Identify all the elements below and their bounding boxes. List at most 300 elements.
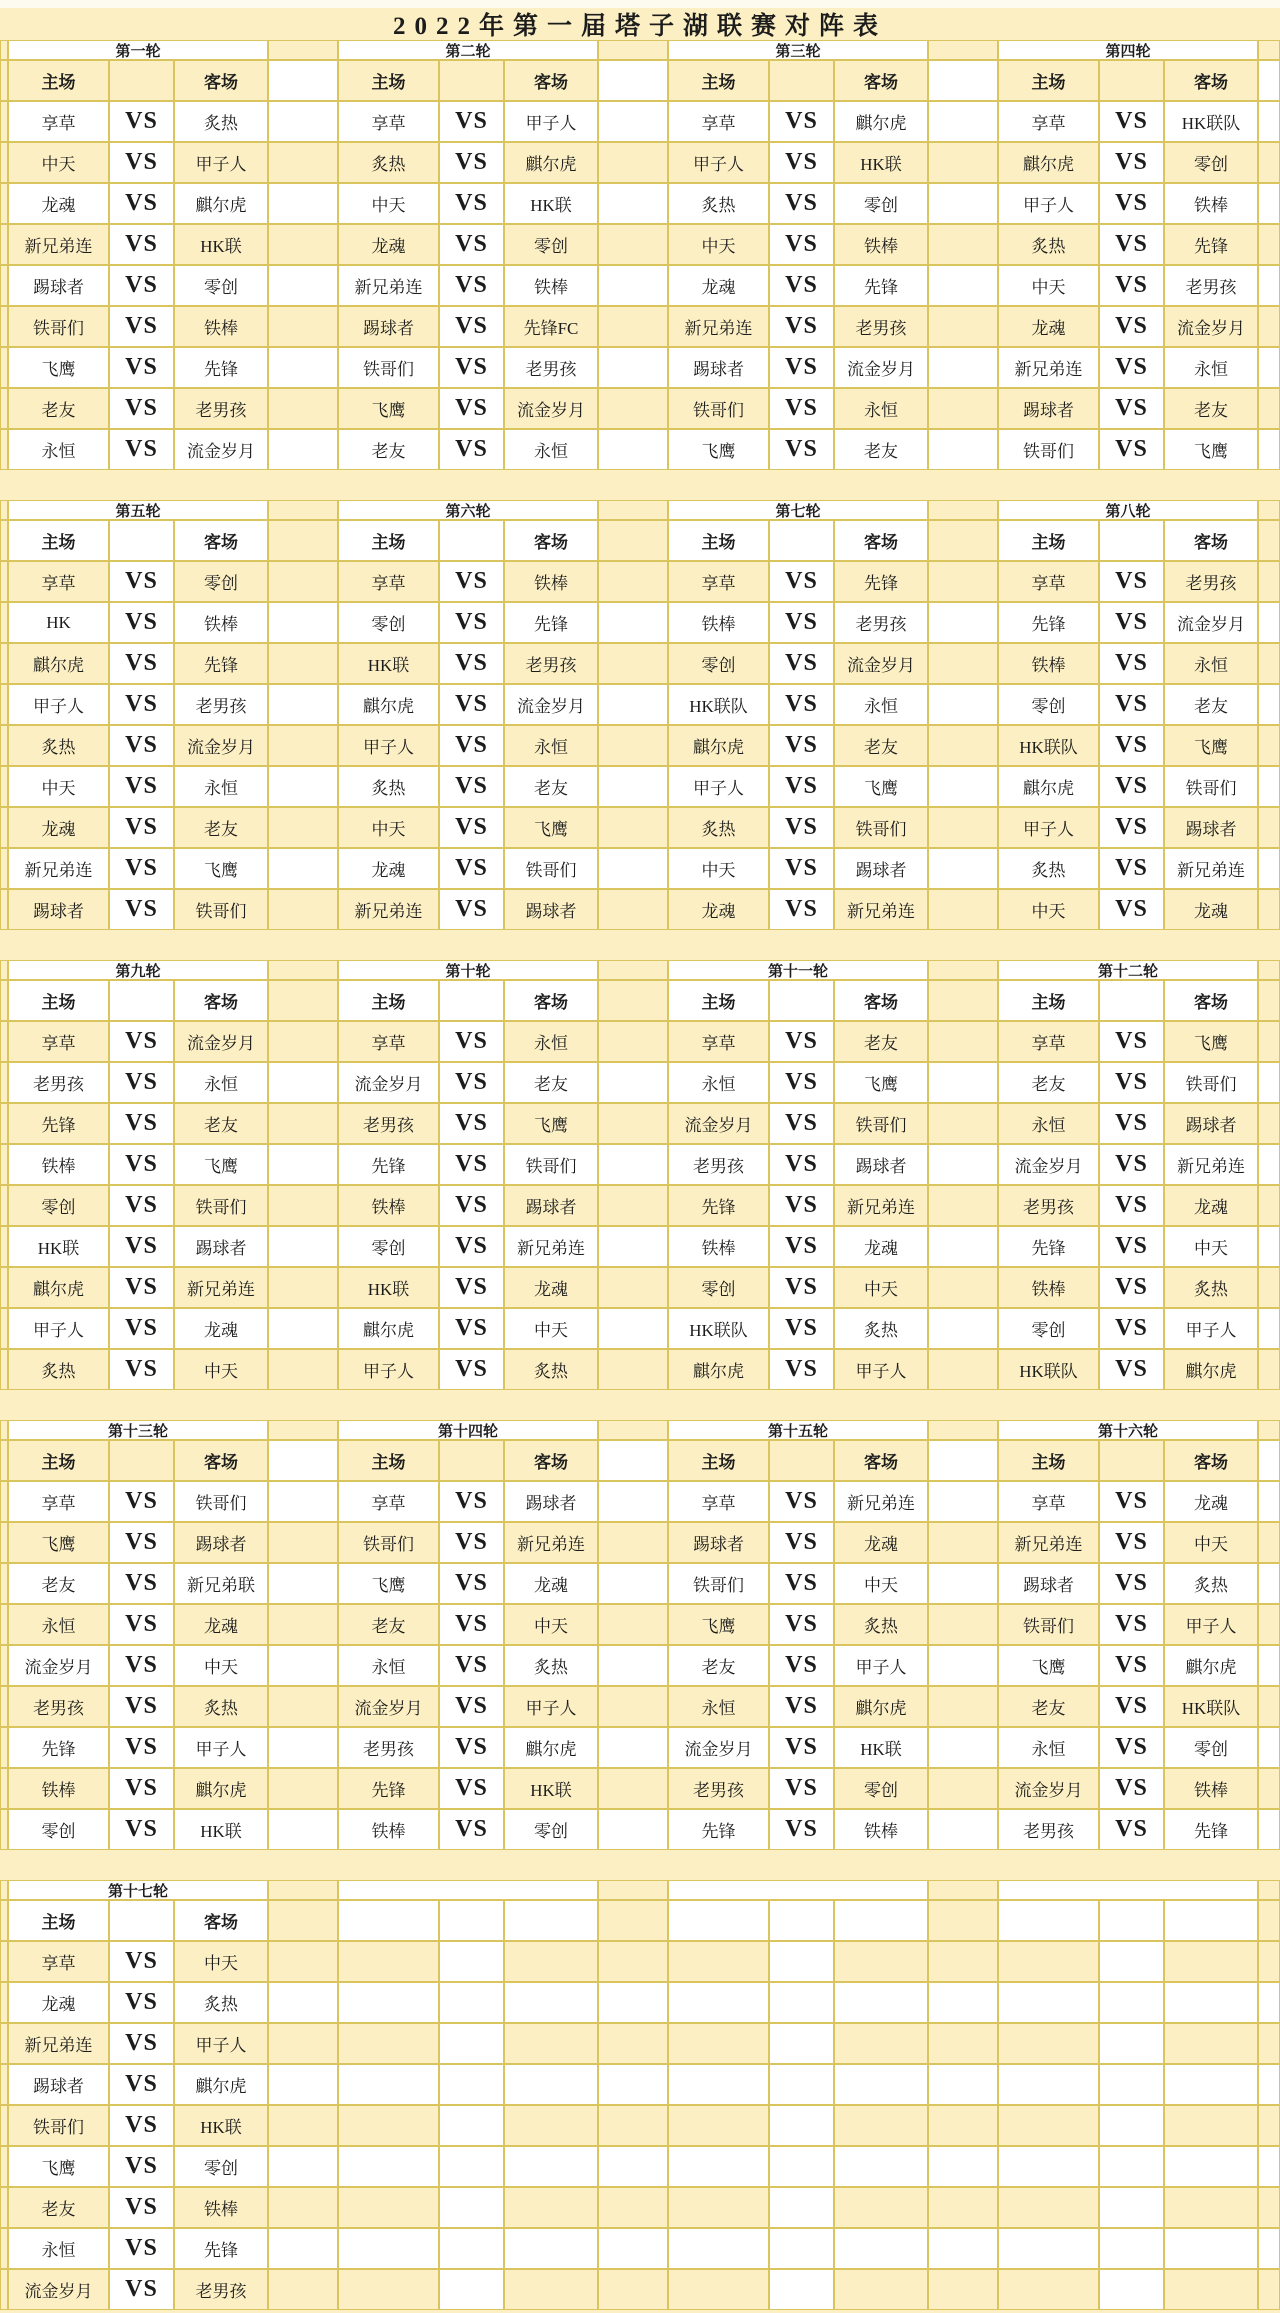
- away-team-cell: 麒尔虎: [1164, 1645, 1258, 1686]
- home-team-cell: 飞鹰: [8, 347, 109, 388]
- away-team-cell: [834, 1941, 928, 1982]
- home-header: 主场: [338, 1440, 439, 1481]
- vs-cell: VS: [109, 643, 174, 684]
- separator-cell: [928, 1982, 998, 2023]
- home-team-cell: 老男孩: [338, 1103, 439, 1144]
- edge-cell: [0, 1103, 8, 1144]
- home-team-cell: 老友: [8, 1563, 109, 1604]
- away-team-cell: 中天: [174, 1349, 268, 1390]
- away-team-cell: 新兄弟连: [504, 1226, 598, 1267]
- home-team-cell: 铁哥们: [998, 1604, 1099, 1645]
- edge-cell: [0, 980, 8, 1021]
- home-team-cell: 龙魂: [8, 807, 109, 848]
- separator-cell: [598, 960, 668, 980]
- home-team-cell: [998, 2064, 1099, 2105]
- round-title: [668, 1880, 928, 1900]
- vs-cell: VS: [769, 1021, 834, 1062]
- home-team-cell: 铁棒: [998, 643, 1099, 684]
- vs-cell: VS: [769, 602, 834, 643]
- home-team-cell: 铁哥们: [998, 429, 1099, 470]
- band-gap: [0, 1850, 1280, 1880]
- separator-cell: [268, 1768, 338, 1809]
- home-team-cell: 老男孩: [998, 1185, 1099, 1226]
- away-team-cell: 踢球者: [174, 1522, 268, 1563]
- away-team-cell: 龙魂: [504, 1267, 598, 1308]
- vs-cell: VS: [439, 1144, 504, 1185]
- away-team-cell: 先锋: [834, 561, 928, 602]
- separator-cell: [928, 725, 998, 766]
- header-spacer-cell: [1099, 980, 1164, 1021]
- vs-cell: VS: [769, 388, 834, 429]
- away-team-cell: 中天: [174, 1941, 268, 1982]
- home-team-cell: [668, 1941, 769, 1982]
- vs-cell: VS: [769, 848, 834, 889]
- away-header: 客场: [174, 980, 268, 1021]
- separator-cell: [268, 1185, 338, 1226]
- home-team-cell: 新兄弟连: [998, 1522, 1099, 1563]
- vs-cell: [1099, 2064, 1164, 2105]
- home-header: 主场: [338, 980, 439, 1021]
- separator-cell: [268, 1440, 338, 1481]
- away-team-cell: [1164, 1941, 1258, 1982]
- away-team-cell: 飞鹰: [1164, 725, 1258, 766]
- away-team-cell: 中天: [834, 1563, 928, 1604]
- round-title: 第十一轮: [668, 960, 928, 980]
- round-title: 第十三轮: [8, 1420, 268, 1440]
- separator-cell: [268, 224, 338, 265]
- home-team-cell: 龙魂: [338, 224, 439, 265]
- home-team-cell: HK联队: [998, 725, 1099, 766]
- separator-cell: [1258, 101, 1280, 142]
- home-team-cell: [338, 1941, 439, 1982]
- vs-cell: VS: [1099, 1349, 1164, 1390]
- vs-cell: VS: [769, 1226, 834, 1267]
- home-team-cell: 甲子人: [998, 807, 1099, 848]
- away-team-cell: HK联: [504, 1768, 598, 1809]
- separator-cell: [928, 766, 998, 807]
- vs-cell: VS: [769, 101, 834, 142]
- separator-cell: [928, 183, 998, 224]
- separator-cell: [268, 142, 338, 183]
- away-team-cell: 流金岁月: [834, 643, 928, 684]
- home-team-cell: 麒尔虎: [8, 643, 109, 684]
- separator-cell: [598, 388, 668, 429]
- edge-cell: [0, 1349, 8, 1390]
- away-team-cell: 龙魂: [1164, 889, 1258, 930]
- separator-cell: [268, 1021, 338, 1062]
- separator-cell: [598, 725, 668, 766]
- away-team-cell: 先锋: [174, 2228, 268, 2269]
- header-spacer-cell: [1099, 1900, 1164, 1941]
- vs-cell: VS: [1099, 347, 1164, 388]
- page-title: 2022年第一届塔子湖联赛对阵表: [0, 8, 1280, 40]
- away-team-cell: 新兄弟连: [1164, 1144, 1258, 1185]
- home-team-cell: [668, 2187, 769, 2228]
- home-team-cell: [668, 2228, 769, 2269]
- away-team-cell: 永恒: [1164, 347, 1258, 388]
- vs-cell: VS: [1099, 388, 1164, 429]
- edge-cell: [0, 684, 8, 725]
- separator-cell: [1258, 60, 1280, 101]
- away-header: 客场: [1164, 60, 1258, 101]
- separator-cell: [1258, 142, 1280, 183]
- separator-cell: [598, 142, 668, 183]
- away-team-cell: HK联: [174, 1809, 268, 1850]
- separator-cell: [928, 1185, 998, 1226]
- vs-cell: VS: [1099, 684, 1164, 725]
- separator-cell: [268, 306, 338, 347]
- separator-cell: [598, 1604, 668, 1645]
- away-team-cell: 老男孩: [504, 347, 598, 388]
- separator-cell: [268, 643, 338, 684]
- separator-cell: [268, 1267, 338, 1308]
- vs-cell: VS: [439, 889, 504, 930]
- away-team-cell: 流金岁月: [504, 684, 598, 725]
- away-team-cell: 永恒: [504, 429, 598, 470]
- away-team-cell: 踢球者: [834, 1144, 928, 1185]
- edge-cell: [0, 1440, 8, 1481]
- home-team-cell: 铁棒: [338, 1809, 439, 1850]
- vs-cell: VS: [769, 684, 834, 725]
- away-team-cell: 炙热: [834, 1604, 928, 1645]
- separator-cell: [928, 1226, 998, 1267]
- round-title: 第十轮: [338, 960, 598, 980]
- home-team-cell: 龙魂: [338, 848, 439, 889]
- home-team-cell: 永恒: [8, 429, 109, 470]
- away-team-cell: 老男孩: [1164, 265, 1258, 306]
- separator-cell: [598, 265, 668, 306]
- header-spacer-cell: [109, 1440, 174, 1481]
- away-team-cell: 老男孩: [1164, 561, 1258, 602]
- away-team-cell: HK联: [504, 183, 598, 224]
- vs-cell: VS: [439, 643, 504, 684]
- home-header: 主场: [8, 60, 109, 101]
- home-team-cell: 麒尔虎: [8, 1267, 109, 1308]
- separator-cell: [1258, 643, 1280, 684]
- away-team-cell: 新兄弟联: [174, 1563, 268, 1604]
- separator-cell: [598, 2269, 668, 2310]
- vs-cell: VS: [1099, 1308, 1164, 1349]
- separator-cell: [928, 60, 998, 101]
- round-title: 第七轮: [668, 500, 928, 520]
- home-team-cell: 铁哥们: [338, 1522, 439, 1563]
- separator-cell: [598, 1522, 668, 1563]
- away-team-cell: 麒尔虎: [1164, 1349, 1258, 1390]
- vs-cell: VS: [109, 725, 174, 766]
- home-team-cell: 永恒: [998, 1103, 1099, 1144]
- separator-cell: [928, 2187, 998, 2228]
- away-team-cell: [504, 1941, 598, 1982]
- separator-cell: [1258, 1941, 1280, 1982]
- separator-cell: [928, 1144, 998, 1185]
- vs-cell: VS: [439, 1226, 504, 1267]
- edge-cell: [0, 306, 8, 347]
- separator-cell: [598, 1349, 668, 1390]
- vs-cell: VS: [109, 1522, 174, 1563]
- edge-cell: [0, 1604, 8, 1645]
- away-team-cell: 龙魂: [1164, 1481, 1258, 1522]
- home-team-cell: 飞鹰: [668, 1604, 769, 1645]
- separator-cell: [598, 2105, 668, 2146]
- home-team-cell: 飞鹰: [8, 2146, 109, 2187]
- separator-cell: [268, 347, 338, 388]
- away-team-cell: 永恒: [834, 388, 928, 429]
- round-title: 第二轮: [338, 40, 598, 60]
- vs-cell: VS: [439, 1481, 504, 1522]
- separator-cell: [598, 1144, 668, 1185]
- edge-cell: [0, 2228, 8, 2269]
- vs-cell: VS: [109, 183, 174, 224]
- edge-cell: [0, 1062, 8, 1103]
- vs-cell: [439, 1982, 504, 2023]
- separator-cell: [928, 265, 998, 306]
- separator-cell: [928, 520, 998, 561]
- separator-cell: [1258, 500, 1280, 520]
- home-team-cell: HK: [8, 602, 109, 643]
- home-team-cell: 铁哥们: [668, 1563, 769, 1604]
- vs-cell: [769, 2064, 834, 2105]
- separator-cell: [928, 2064, 998, 2105]
- away-team-cell: 铁哥们: [834, 807, 928, 848]
- vs-cell: VS: [1099, 1768, 1164, 1809]
- away-team-cell: 永恒: [174, 1062, 268, 1103]
- vs-cell: VS: [769, 889, 834, 930]
- vs-cell: VS: [109, 101, 174, 142]
- home-team-cell: 老男孩: [998, 1809, 1099, 1850]
- separator-cell: [928, 1941, 998, 1982]
- separator-cell: [268, 889, 338, 930]
- home-team-cell: 踢球者: [8, 265, 109, 306]
- round-title: 第十四轮: [338, 1420, 598, 1440]
- separator-cell: [928, 1481, 998, 1522]
- home-team-cell: 踢球者: [668, 347, 769, 388]
- separator-cell: [1258, 429, 1280, 470]
- away-header: [1164, 1900, 1258, 1941]
- vs-cell: VS: [439, 1645, 504, 1686]
- separator-cell: [1258, 807, 1280, 848]
- header-spacer-cell: [109, 60, 174, 101]
- separator-cell: [1258, 1144, 1280, 1185]
- away-team-cell: 流金岁月: [174, 1021, 268, 1062]
- away-team-cell: 中天: [1164, 1522, 1258, 1563]
- home-team-cell: 炙热: [998, 224, 1099, 265]
- separator-cell: [1258, 1267, 1280, 1308]
- edge-cell: [0, 40, 8, 60]
- away-team-cell: 铁棒: [834, 1809, 928, 1850]
- home-team-cell: [338, 2146, 439, 2187]
- away-team-cell: 永恒: [174, 766, 268, 807]
- separator-cell: [268, 602, 338, 643]
- away-team-cell: 炙热: [834, 1308, 928, 1349]
- home-team-cell: 零创: [668, 643, 769, 684]
- away-header: 客场: [174, 1900, 268, 1941]
- separator-cell: [1258, 561, 1280, 602]
- separator-cell: [268, 429, 338, 470]
- vs-cell: VS: [109, 142, 174, 183]
- vs-cell: VS: [769, 1563, 834, 1604]
- home-team-cell: 享草: [998, 101, 1099, 142]
- vs-cell: VS: [109, 2187, 174, 2228]
- home-team-cell: 永恒: [8, 1604, 109, 1645]
- away-team-cell: 老友: [504, 1062, 598, 1103]
- vs-cell: [769, 2269, 834, 2310]
- separator-cell: [598, 1563, 668, 1604]
- vs-cell: VS: [439, 224, 504, 265]
- home-team-cell: 永恒: [8, 2228, 109, 2269]
- separator-cell: [928, 848, 998, 889]
- vs-cell: [1099, 2105, 1164, 2146]
- separator-cell: [1258, 265, 1280, 306]
- edge-cell: [0, 1727, 8, 1768]
- away-team-cell: 先锋: [1164, 1809, 1258, 1850]
- separator-cell: [268, 766, 338, 807]
- home-team-cell: 麒尔虎: [998, 142, 1099, 183]
- away-header: 客场: [174, 60, 268, 101]
- separator-cell: [928, 2105, 998, 2146]
- away-team-cell: 铁哥们: [504, 1144, 598, 1185]
- vs-cell: VS: [109, 306, 174, 347]
- away-team-cell: 老男孩: [504, 643, 598, 684]
- home-team-cell: 中天: [998, 265, 1099, 306]
- away-team-cell: 麒尔虎: [174, 1768, 268, 1809]
- vs-cell: VS: [439, 1062, 504, 1103]
- home-team-cell: 零创: [8, 1185, 109, 1226]
- away-team-cell: 零创: [174, 2146, 268, 2187]
- separator-cell: [268, 1420, 338, 1440]
- home-team-cell: 老友: [8, 388, 109, 429]
- vs-cell: VS: [439, 1185, 504, 1226]
- away-team-cell: 麒尔虎: [834, 1686, 928, 1727]
- separator-cell: [928, 1880, 998, 1900]
- separator-cell: [598, 2023, 668, 2064]
- away-team-cell: 铁棒: [1164, 183, 1258, 224]
- away-team-cell: 零创: [1164, 1727, 1258, 1768]
- vs-cell: VS: [109, 766, 174, 807]
- separator-cell: [598, 2187, 668, 2228]
- home-team-cell: 龙魂: [998, 306, 1099, 347]
- vs-cell: VS: [769, 1103, 834, 1144]
- separator-cell: [598, 1982, 668, 2023]
- separator-cell: [598, 1900, 668, 1941]
- away-team-cell: HK联: [174, 224, 268, 265]
- edge-cell: [0, 2023, 8, 2064]
- away-team-cell: [834, 2269, 928, 2310]
- home-team-cell: HK联队: [998, 1349, 1099, 1390]
- home-team-cell: [338, 2023, 439, 2064]
- header-spacer-cell: [769, 60, 834, 101]
- home-team-cell: 踢球者: [8, 889, 109, 930]
- edge-cell: [0, 2105, 8, 2146]
- vs-cell: [439, 2105, 504, 2146]
- home-team-cell: HK联队: [668, 684, 769, 725]
- header-spacer-cell: [769, 1900, 834, 1941]
- away-team-cell: 炙热: [174, 1982, 268, 2023]
- separator-cell: [928, 1604, 998, 1645]
- vs-cell: VS: [109, 1308, 174, 1349]
- separator-cell: [598, 1021, 668, 1062]
- home-team-cell: [338, 2105, 439, 2146]
- edge-cell: [0, 1021, 8, 1062]
- home-team-cell: 享草: [668, 101, 769, 142]
- home-team-cell: 享草: [998, 561, 1099, 602]
- separator-cell: [598, 1267, 668, 1308]
- separator-cell: [928, 1727, 998, 1768]
- away-team-cell: [834, 2064, 928, 2105]
- separator-cell: [1258, 1727, 1280, 1768]
- separator-cell: [268, 561, 338, 602]
- away-team-cell: 老友: [1164, 684, 1258, 725]
- away-team-cell: 老友: [834, 725, 928, 766]
- separator-cell: [268, 980, 338, 1021]
- vs-cell: [1099, 2146, 1164, 2187]
- vs-cell: VS: [769, 807, 834, 848]
- away-team-cell: 老友: [504, 766, 598, 807]
- separator-cell: [268, 1481, 338, 1522]
- vs-cell: VS: [769, 561, 834, 602]
- vs-cell: [439, 2228, 504, 2269]
- separator-cell: [598, 347, 668, 388]
- away-team-cell: [834, 1982, 928, 2023]
- separator-cell: [598, 807, 668, 848]
- vs-cell: VS: [769, 1062, 834, 1103]
- home-team-cell: [998, 2023, 1099, 2064]
- vs-cell: VS: [439, 1809, 504, 1850]
- away-team-cell: 踢球者: [504, 1185, 598, 1226]
- away-team-cell: 铁哥们: [834, 1103, 928, 1144]
- away-team-cell: 铁棒: [174, 306, 268, 347]
- header-spacer-cell: [769, 520, 834, 561]
- separator-cell: [268, 848, 338, 889]
- round-title: 第十五轮: [668, 1420, 928, 1440]
- edge-cell: [0, 388, 8, 429]
- header-spacer-cell: [1099, 60, 1164, 101]
- edge-cell: [0, 1308, 8, 1349]
- separator-cell: [598, 183, 668, 224]
- away-team-cell: HK联: [834, 1727, 928, 1768]
- separator-cell: [268, 1809, 338, 1850]
- edge-cell: [0, 725, 8, 766]
- vs-cell: VS: [769, 725, 834, 766]
- separator-cell: [598, 889, 668, 930]
- away-team-cell: 飞鹰: [504, 1103, 598, 1144]
- separator-cell: [268, 1563, 338, 1604]
- vs-cell: VS: [439, 1021, 504, 1062]
- home-team-cell: 炙热: [8, 1349, 109, 1390]
- separator-cell: [1258, 1686, 1280, 1727]
- home-team-cell: 龙魂: [668, 889, 769, 930]
- away-team-cell: HK联队: [1164, 101, 1258, 142]
- home-team-cell: 铁哥们: [8, 2105, 109, 2146]
- edge-cell: [0, 265, 8, 306]
- vs-cell: VS: [769, 1768, 834, 1809]
- away-team-cell: [1164, 2187, 1258, 2228]
- vs-cell: VS: [1099, 1809, 1164, 1850]
- separator-cell: [598, 306, 668, 347]
- away-team-cell: 老友: [174, 1103, 268, 1144]
- vs-cell: [769, 2228, 834, 2269]
- home-team-cell: 享草: [8, 101, 109, 142]
- away-team-cell: 铁棒: [174, 2187, 268, 2228]
- separator-cell: [1258, 1226, 1280, 1267]
- home-team-cell: 新兄弟连: [998, 347, 1099, 388]
- vs-cell: [769, 1941, 834, 1982]
- vs-cell: VS: [769, 1144, 834, 1185]
- home-team-cell: 老男孩: [8, 1686, 109, 1727]
- vs-cell: VS: [1099, 1144, 1164, 1185]
- separator-cell: [928, 1440, 998, 1481]
- edge-cell: [0, 1686, 8, 1727]
- vs-cell: VS: [1099, 1185, 1164, 1226]
